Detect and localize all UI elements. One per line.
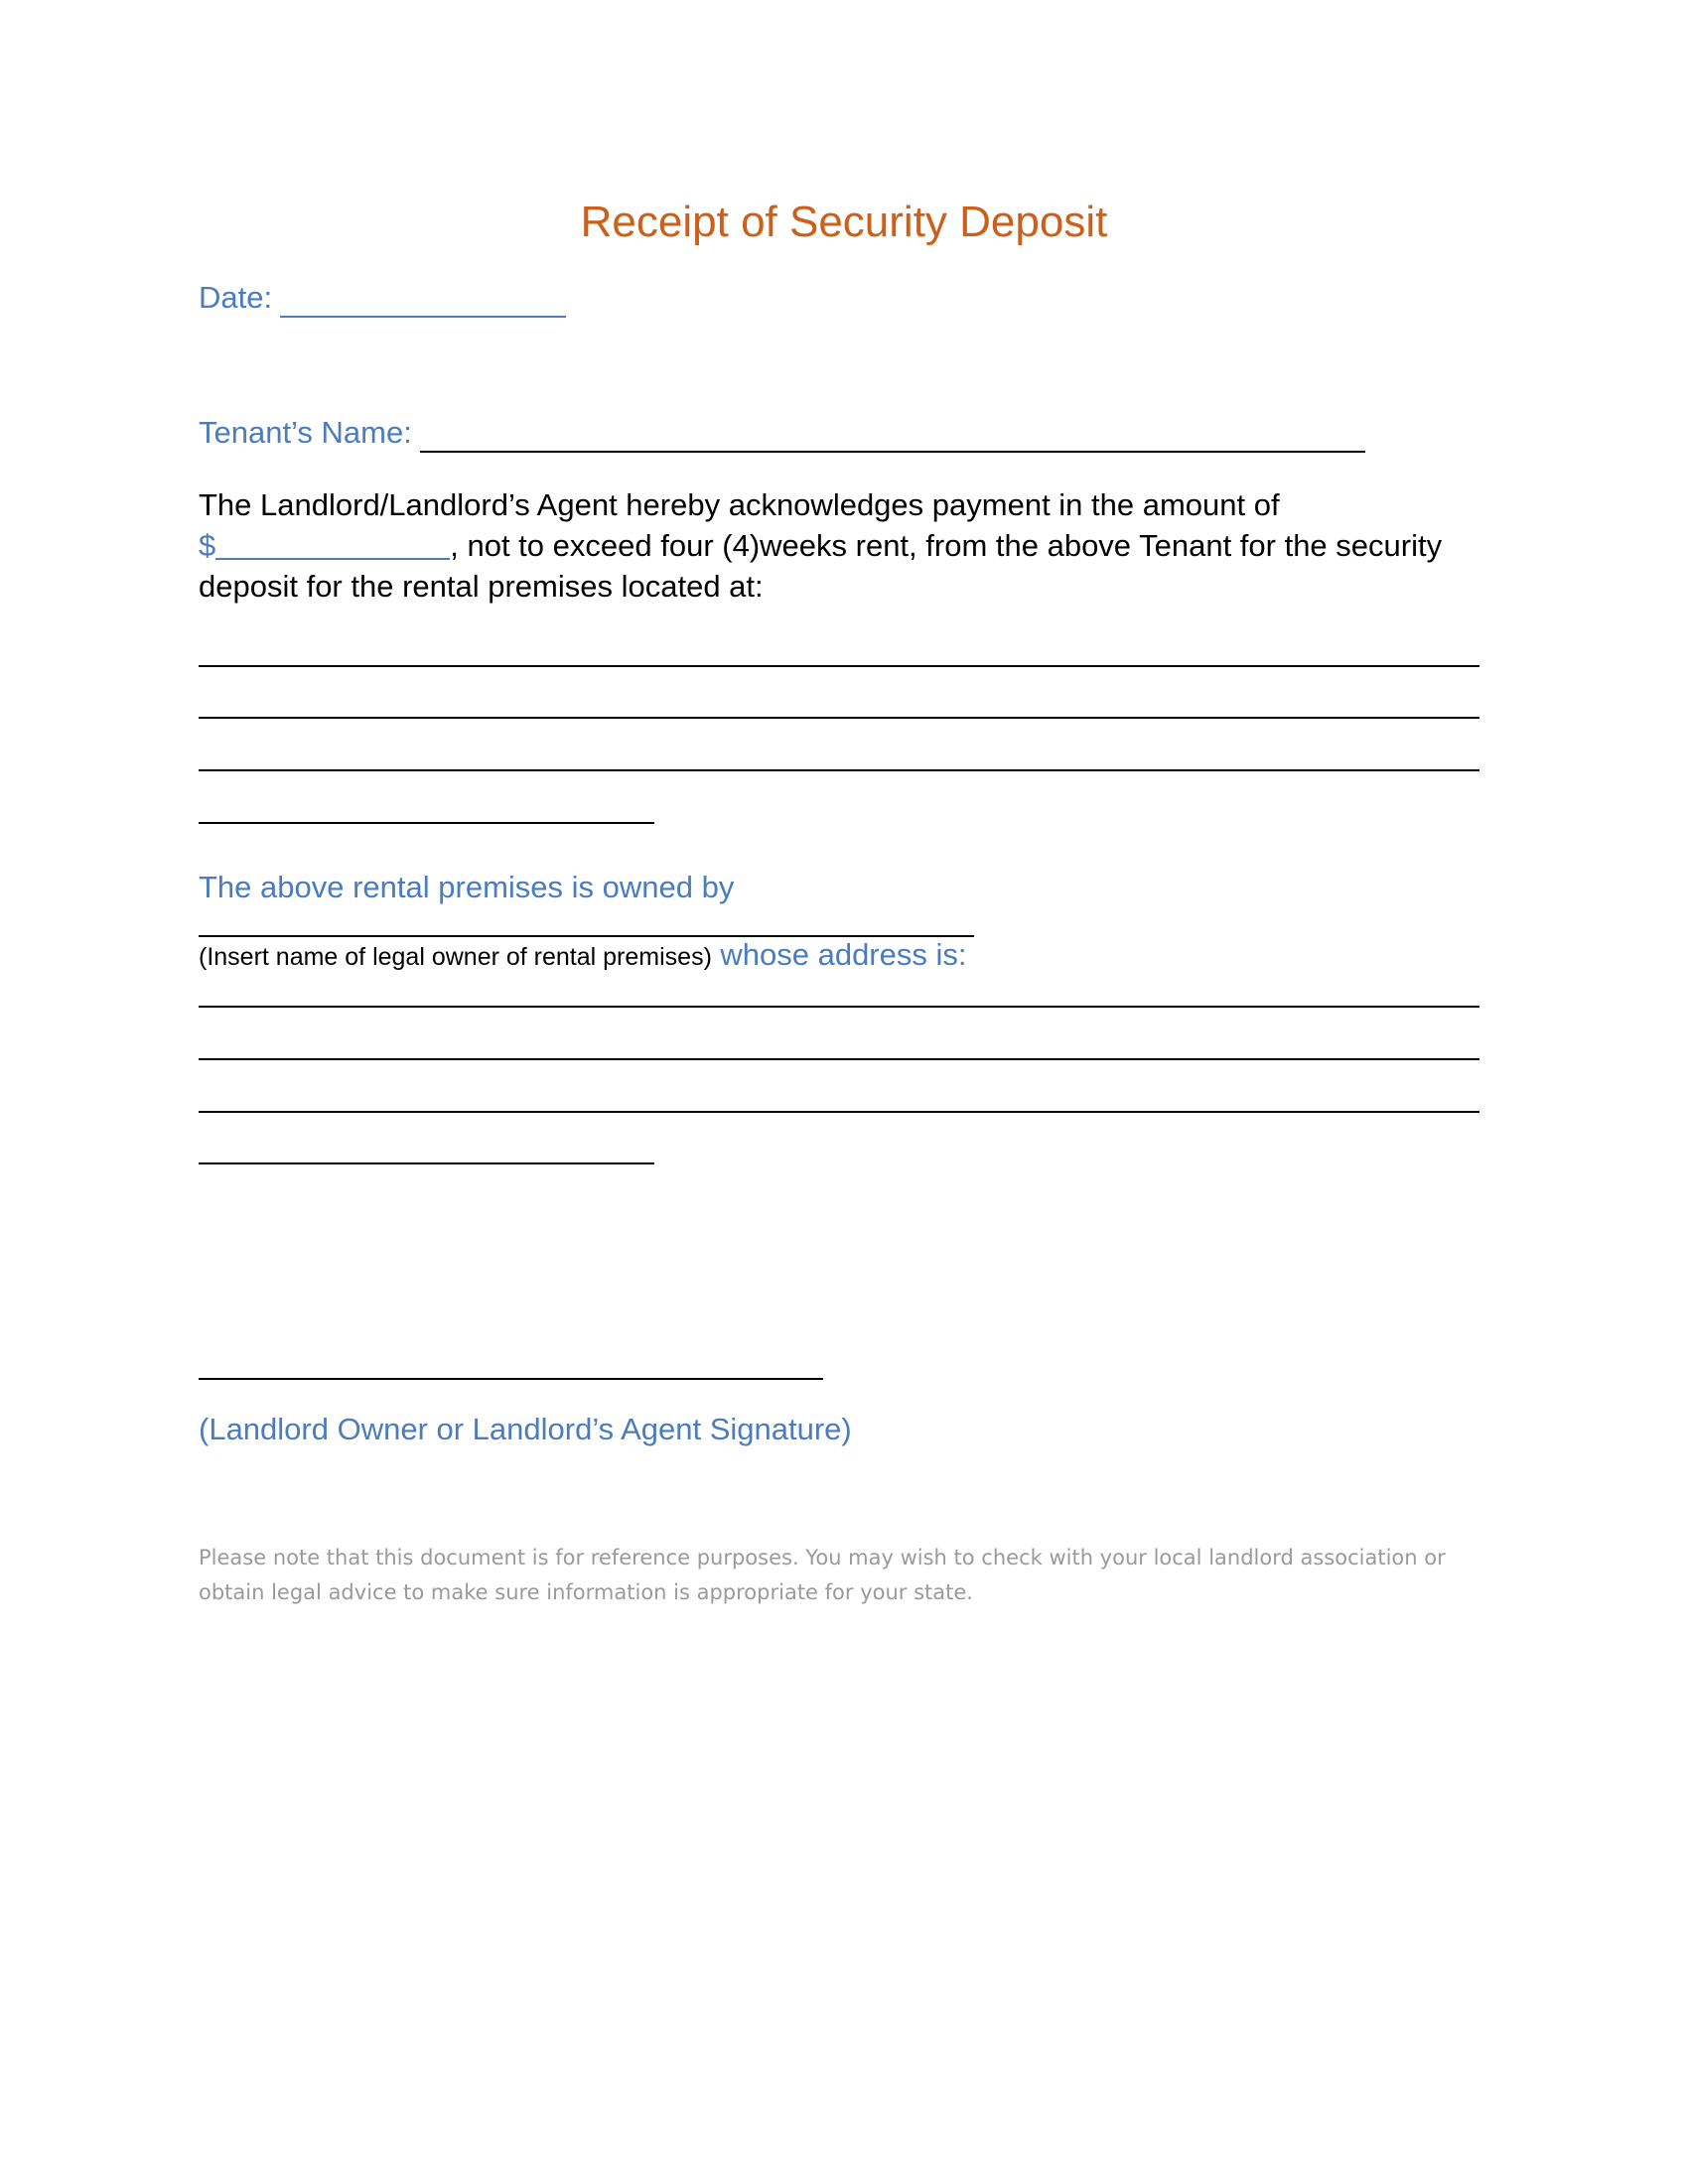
tenant-name-row [199,413,1365,453]
owner-address-line-2[interactable] [199,1058,1479,1060]
premises-address-line-2[interactable] [199,717,1479,719]
date-input-line[interactable] [280,286,566,318]
owner-note-row [199,935,966,981]
owned-by-label: The above rental premises is owned by [199,870,735,904]
acknowledgement-paragraph [199,484,1489,607]
paragraph-line-1: The Landlord/Landlord’s Agent hereby acknowledges payment in the amount of [199,487,1280,522]
owner-address-line-3[interactable] [199,1111,1479,1113]
document-title: Receipt of Security Deposit [580,198,1108,246]
dollar-sign: $ [199,528,216,563]
date-label: Date: [199,280,273,315]
premises-address-line-4[interactable] [199,822,654,824]
premises-address-line-3[interactable] [199,769,1479,771]
owner-address-line-4[interactable] [199,1162,654,1164]
signature-line[interactable] [199,1378,823,1380]
whose-address-label: whose address is: [720,937,967,972]
tenant-name-label: Tenant’s Name: [199,415,412,450]
amount-input-line[interactable] [215,528,450,560]
disclaimer-text: Please note that this document is for reference purposes. You may wish to check with your local landlord association or obtain legal advice to make sure information is appropriate for your state. [199,1546,1446,1604]
paragraph-line-2-text: , not to exceed four (4)weeks rent, from the above Tenant for the security [450,528,1443,563]
owner-note: (Insert name of legal owner of rental premises) [199,943,712,971]
premises-address-line-1[interactable] [199,665,1479,667]
paragraph-line-3: deposit for the rental premises located at: [199,569,764,604]
signature-label: (Landlord Owner or Landlord’s Agent Signature) [199,1412,852,1446]
tenant-name-input-line[interactable] [420,421,1365,453]
paragraph-line-2 [199,525,1489,566]
owner-address-line-1[interactable] [199,1006,1479,1008]
date-field-row [199,278,566,318]
